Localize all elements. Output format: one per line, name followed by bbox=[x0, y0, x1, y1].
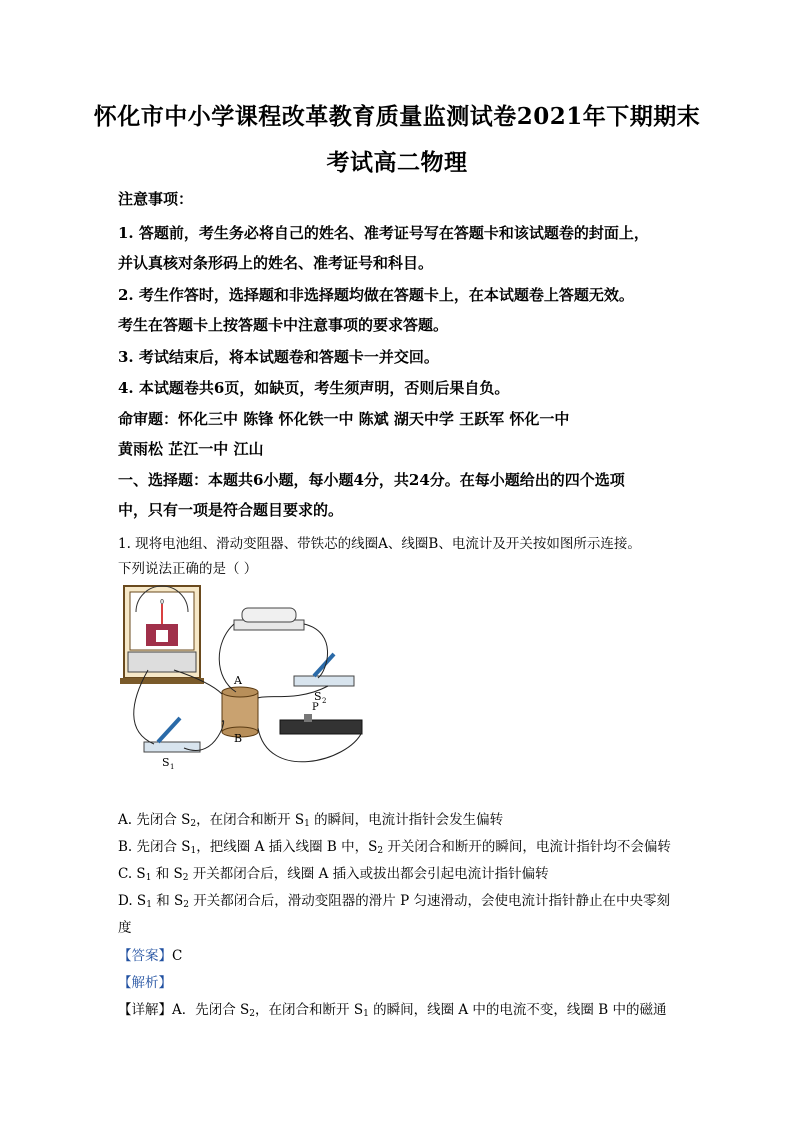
exam-title-line2: 考试高二物理 bbox=[326, 149, 468, 176]
analysis-tag: 【解析】 bbox=[118, 975, 172, 991]
note-1b: 并认真核对条形码上的姓名、准考证号和科目。 bbox=[118, 254, 434, 272]
authors-line2: 黄雨松 芷江一中 江山 bbox=[118, 440, 264, 458]
rheostat bbox=[280, 714, 362, 734]
question-stem-1: 1. 现将电池组、滑动变阻器、带铁芯的线圈A、线圈B、电流计及开关按如图所示连接。 bbox=[118, 536, 641, 552]
exam-title-line1: 怀化市中小学课程改革教育质量监测试卷2021年下期期末 bbox=[93, 103, 701, 130]
option-b: B. 先闭合 $S_1$，把线圈 A 插入线圈 B 中，$S_2$ 开关闭合和断开的瞬间，电流计指针均不会偏转 bbox=[118, 839, 671, 856]
section-heading-line2: 中，只有一项是符合题目要求的。 bbox=[118, 501, 344, 519]
answer-line bbox=[118, 944, 182, 964]
notes-heading: 注意事项： bbox=[118, 190, 194, 208]
answer-value: C bbox=[172, 948, 183, 964]
coil-b bbox=[222, 687, 258, 737]
circuit-figure bbox=[118, 582, 378, 782]
slider-p-label: P bbox=[312, 702, 319, 713]
galvanometer bbox=[120, 586, 204, 684]
switch-s1-sub: 1 bbox=[170, 763, 175, 771]
battery bbox=[234, 608, 304, 630]
note-2a: 2. 考生作答时，选择题和非选择题均做在答题卡上，在本试题卷上答题无效。 bbox=[118, 286, 634, 304]
authors-line1: 命审题：怀化三中 陈锋 怀化铁一中 陈斌 湖天中学 王跃军 怀化一中 bbox=[118, 410, 570, 428]
switch-s1-label: S bbox=[162, 756, 170, 769]
option-c: C. $S_1$ 和 $S_2$ 开关都闭合后，线圈 A 插入或拔出都会引起电流计指针偏转 bbox=[118, 866, 549, 883]
coil-a-label: A bbox=[234, 674, 242, 687]
option-d: D. $S_1$ 和 $S_2$ 开关都闭合后，滑动变阻器的滑片 P 匀速滑动，会使电流计指针静止在中央零刻 bbox=[118, 893, 670, 910]
switch-s1 bbox=[144, 718, 200, 752]
option-d-cont: 度 bbox=[118, 920, 132, 936]
switch-s2-label: S bbox=[314, 690, 322, 703]
note-2b: 考生在答题卡上按答题卡中注意事项的要求答题。 bbox=[118, 316, 449, 334]
note-4: 4. 本试题卷共6页，如缺页，考生须声明，否则后果自负。 bbox=[118, 379, 510, 397]
section-heading-line1: 一、选择题：本题共6小题，每小题4分，共24分。在每小题给出的四个选项 bbox=[118, 471, 625, 489]
switch-s2-sub: 2 bbox=[322, 697, 327, 705]
answer-tag: 【答案】 bbox=[118, 948, 172, 964]
detail-line: 【详解】A．先闭合 $S_2$，在闭合和断开 $S_1$ 的瞬间，线圈 A 中的电流不变，线圈 B 中的磁通 bbox=[118, 1002, 667, 1019]
coil-b-label: B bbox=[234, 732, 243, 745]
meter-zero-label: 0 bbox=[160, 599, 164, 606]
note-1a: 1. 答题前，考生务必将自己的姓名、准考证号写在答题卡和该试题卷的封面上， bbox=[118, 224, 649, 242]
option-a: A. 先闭合 $S_2$，在闭合和断开 $S_1$ 的瞬间，电流计指针会发生偏转 bbox=[118, 812, 504, 829]
note-3: 3. 考试结束后，将本试题卷和答题卡一并交回。 bbox=[118, 348, 439, 366]
question-stem-2: 下列说法正确的是（ ） bbox=[118, 561, 258, 577]
